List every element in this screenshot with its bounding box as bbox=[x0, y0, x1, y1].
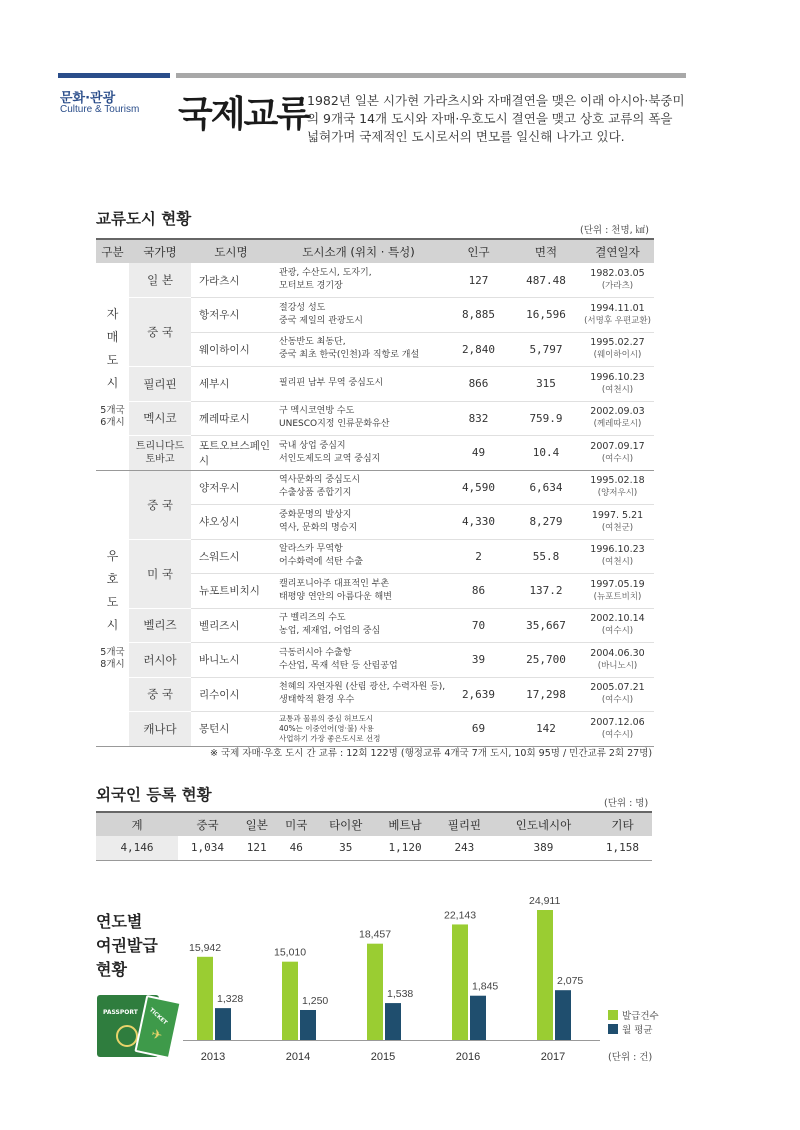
date-note: (뉴포트비치) bbox=[593, 591, 642, 602]
table-cell: 4,146 bbox=[96, 836, 178, 860]
bar-issued bbox=[197, 957, 213, 1040]
date-note: (여천시) bbox=[601, 557, 634, 568]
date-value: 1997. 5.21 bbox=[591, 509, 644, 521]
area-cell: 35,667 bbox=[511, 608, 581, 643]
area-cell: 55.8 bbox=[511, 539, 581, 574]
bar-issued bbox=[537, 910, 553, 1040]
section-label-en: Culture & Tourism bbox=[60, 104, 140, 115]
table-cell: 46 bbox=[277, 836, 317, 860]
desc-line: 어수화력에 석탄 수출 bbox=[279, 557, 363, 568]
exchange-table-title: 교류도시 현황 bbox=[96, 209, 192, 228]
legend-swatch bbox=[608, 1010, 618, 1020]
desc-line: 국내 상업 중심지 bbox=[279, 440, 346, 451]
col-header: 도시명 bbox=[191, 239, 271, 263]
desc-line: 구 벨리즈의 수도 bbox=[279, 613, 346, 624]
col-header: 기타 bbox=[593, 812, 652, 836]
population-cell: 832 bbox=[446, 401, 511, 436]
group-label-char: 시 bbox=[106, 618, 119, 632]
desc-line: 캘리포니아주 대표적인 부촌 bbox=[279, 578, 390, 589]
desc-line: 필리핀 남부 무역 중심도시 bbox=[279, 378, 384, 389]
col-header: 구분 bbox=[96, 239, 129, 263]
nation-cell: 필리핀 bbox=[129, 367, 191, 402]
nation-cell: 벨리즈 bbox=[129, 608, 191, 643]
desc-line: 역사, 문화의 명승지 bbox=[279, 522, 358, 533]
data-label: 1,250 bbox=[302, 994, 329, 1007]
legend-swatch bbox=[608, 1024, 618, 1034]
foreigners-table-title: 외국인 등록 현황 bbox=[96, 785, 212, 804]
data-label: 24,911 bbox=[529, 895, 561, 907]
chart-title-line: 현황 bbox=[96, 960, 127, 979]
desc-line: 수출상품 종합기지 bbox=[279, 488, 352, 499]
foreigners-unit: (단위 : 명) bbox=[604, 798, 649, 809]
date-note: (가라츠) bbox=[601, 281, 634, 291]
group-label-char: 자 bbox=[106, 307, 119, 322]
city-cell: 께레따로시 bbox=[191, 401, 271, 436]
desc-line: 알라스카 무역항 bbox=[279, 544, 343, 555]
group-label-char: 도 bbox=[106, 353, 119, 368]
ticket-label: TICKET bbox=[147, 1007, 168, 1027]
bar-monthly-avg bbox=[470, 996, 486, 1040]
col-header: 미국 bbox=[277, 812, 317, 836]
desc-line: 사업하기 가장 좋은도시로 선정 bbox=[279, 733, 381, 743]
area-cell: 759.9 bbox=[511, 401, 581, 436]
city-cell: 포트오브스페인시 bbox=[191, 436, 271, 471]
date-note: (바니노시) bbox=[597, 660, 638, 671]
airplane-icon: ✈ bbox=[149, 1026, 164, 1044]
bar-monthly-avg bbox=[300, 1010, 316, 1040]
table-cell: 389 bbox=[494, 836, 593, 860]
exchange-note: ※ 국제 자매·우호 도시 간 교류 : 12회 122명 (행정교류 4개국 7개 도시, 10회 95명 / 민간교류 2회 27명) bbox=[210, 748, 653, 759]
bar-issued bbox=[282, 962, 298, 1040]
date-value: 1982.03.05 bbox=[590, 268, 645, 279]
city-cell: 리수이시 bbox=[191, 677, 271, 712]
date-value: 2004.06.30 bbox=[590, 647, 645, 659]
area-cell: 315 bbox=[511, 367, 581, 402]
table-cell: 243 bbox=[435, 836, 494, 860]
col-header: 결연일자 bbox=[581, 239, 654, 263]
nation-cell: 일 본 bbox=[129, 263, 191, 298]
city-cell: 항저우시 bbox=[191, 298, 271, 333]
area-cell: 142 bbox=[511, 712, 581, 747]
legend-label: 발급건수 bbox=[622, 1011, 659, 1022]
desc-line: 생태학적 환경 우수 bbox=[279, 695, 355, 706]
data-label: 18,457 bbox=[359, 928, 392, 941]
group-label-char: 매 bbox=[106, 330, 119, 345]
area-cell: 487.48 bbox=[511, 263, 581, 298]
group-label-char: 호 bbox=[106, 572, 119, 586]
population-cell: 8,885 bbox=[446, 298, 511, 333]
group-count-nations: 5개국 bbox=[100, 405, 125, 417]
col-header: 타이완 bbox=[316, 812, 375, 836]
date-note: (양저우시) bbox=[597, 488, 638, 499]
col-header: 필리핀 bbox=[435, 812, 494, 836]
chart-title-line: 여권발급 bbox=[96, 936, 158, 955]
desc-line: 교통과 물류의 중심 허브도시 bbox=[279, 713, 374, 723]
intro-paragraph: 1982년 일본 시가현 가라츠시와 자매결연을 맺은 이래 아시아·북중미의 9개국 14개 도시와 자매·우호도시 결연을 맺고 상호 교류의 폭을 넓혀가며 국제적인 도시로서의 면모를 일신해 나가고 있다. bbox=[307, 93, 685, 144]
area-cell: 8,279 bbox=[511, 505, 581, 540]
data-label: 1,538 bbox=[387, 988, 414, 1001]
bar-monthly-avg bbox=[385, 1003, 401, 1040]
nation-cell: 중 국 bbox=[129, 677, 191, 712]
data-label: 1,328 bbox=[217, 993, 244, 1006]
population-cell: 86 bbox=[446, 574, 511, 609]
group-label-char: 우 bbox=[106, 549, 119, 563]
date-value: 2002.10.14 bbox=[590, 613, 645, 625]
x-tick-label: 2014 bbox=[285, 1051, 311, 1063]
desc-line: 극동러시아 수출항 bbox=[279, 647, 352, 658]
legend-label: 월 평균 bbox=[622, 1025, 653, 1036]
passport-label: PASSPORT bbox=[103, 1009, 138, 1016]
col-header: 도시소개 (위치 · 특성) bbox=[271, 239, 446, 263]
date-note: (여수시) bbox=[601, 729, 634, 740]
area-cell: 137.2 bbox=[511, 574, 581, 609]
desc-line: 중화문명의 발상지 bbox=[279, 509, 352, 520]
desc-line: 40%는 이중언어(영·불) 사용 bbox=[279, 723, 374, 733]
nation-cell: 중 국 bbox=[129, 298, 191, 367]
col-header: 인구 bbox=[446, 239, 511, 263]
date-note: (께레따로시) bbox=[593, 419, 642, 430]
bar-issued bbox=[452, 924, 468, 1040]
desc-line: 산동반도 최동단, bbox=[279, 337, 346, 348]
desc-line: 태평양 연안의 아름다운 해변 bbox=[279, 591, 392, 602]
desc-line: 중국 제일의 관광도시 bbox=[279, 315, 363, 326]
col-header: 계 bbox=[96, 812, 178, 836]
data-label: 15,010 bbox=[274, 946, 307, 959]
nation-cell: 트리니다드 토바고 bbox=[129, 436, 191, 471]
date-value: 1996.10.23 bbox=[590, 544, 645, 556]
population-cell: 866 bbox=[446, 367, 511, 402]
section-label: 문화·관광 bbox=[60, 91, 116, 106]
area-cell: 5,797 bbox=[511, 332, 581, 367]
date-value: 2005.07.21 bbox=[590, 682, 645, 694]
x-tick-label: 2013 bbox=[200, 1051, 226, 1063]
desc-line: 수산업, 목재 석탄 등 산림공업 bbox=[279, 660, 398, 671]
city-cell: 뉴포트비치시 bbox=[191, 574, 271, 609]
date-note: (서명후 우편교환) bbox=[584, 315, 651, 326]
date-value: 1996.10.23 bbox=[590, 371, 645, 383]
date-note: (여수시) bbox=[601, 626, 634, 637]
city-cell: 샤오싱시 bbox=[191, 505, 271, 540]
table-cell: 1,158 bbox=[593, 836, 652, 860]
col-header: 일본 bbox=[237, 812, 277, 836]
city-cell: 세부시 bbox=[191, 367, 271, 402]
data-label: 15,942 bbox=[189, 941, 222, 954]
date-note: (웨이하이시) bbox=[593, 350, 642, 361]
city-cell: 양저우시 bbox=[191, 470, 271, 505]
city-cell: 몽턴시 bbox=[191, 712, 271, 747]
data-label: 1,845 bbox=[472, 980, 499, 993]
exchange-unit: (단위 : 천명, ㎢) bbox=[580, 225, 649, 236]
area-cell: 17,298 bbox=[511, 677, 581, 712]
city-cell: 웨이하이시 bbox=[191, 332, 271, 367]
desc-line: 농업, 제재업, 어업의 중심 bbox=[279, 626, 381, 637]
nation-cell: 중 국 bbox=[129, 470, 191, 539]
table-cell: 35 bbox=[316, 836, 375, 860]
nation-cell: 러시아 bbox=[129, 643, 191, 678]
table-cell: 121 bbox=[237, 836, 277, 860]
data-label: 22,143 bbox=[444, 909, 477, 922]
date-note: (여수시) bbox=[601, 453, 634, 464]
desc-line: 서인도제도의 교역 중심지 bbox=[279, 453, 381, 464]
population-cell: 49 bbox=[446, 436, 511, 471]
bar-monthly-avg bbox=[215, 1008, 231, 1040]
date-value: 1994.11.01 bbox=[590, 302, 645, 314]
date-value: 1995.02.27 bbox=[590, 337, 645, 349]
area-cell: 25,700 bbox=[511, 643, 581, 678]
desc-line: 중국 최초 한국(인천)과 직항로 개설 bbox=[279, 350, 420, 361]
nation-cell: 멕시코 bbox=[129, 401, 191, 436]
city-cell: 바니노시 bbox=[191, 643, 271, 678]
bar-monthly-avg bbox=[555, 990, 571, 1040]
group-label-char: 시 bbox=[106, 376, 119, 391]
desc-line: 관광, 수산도시, 도자기, bbox=[279, 268, 372, 278]
col-header: 중국 bbox=[178, 812, 237, 836]
desc-line: 절강성 성도 bbox=[279, 302, 326, 313]
city-cell: 가라츠시 bbox=[191, 263, 271, 298]
page-title: 국제교류 bbox=[178, 94, 310, 135]
area-cell: 6,634 bbox=[511, 470, 581, 505]
col-header: 국가명 bbox=[129, 239, 191, 263]
group-count-cities: 6개시 bbox=[100, 417, 125, 429]
chart-unit: (단위 : 건) bbox=[608, 1052, 653, 1063]
table-cell: 1,034 bbox=[178, 836, 237, 860]
group-count-cities: 8개시 bbox=[100, 659, 125, 670]
group-count-nations: 5개국 bbox=[100, 647, 125, 658]
x-tick-label: 2016 bbox=[455, 1051, 481, 1063]
x-tick-label: 2015 bbox=[370, 1051, 396, 1063]
population-cell: 70 bbox=[446, 608, 511, 643]
area-cell: 10.4 bbox=[511, 436, 581, 471]
col-header: 베트남 bbox=[375, 812, 434, 836]
desc-line: 천혜의 자연자원 (산림 광산, 수력자원 등), bbox=[279, 682, 446, 693]
desc-line: UNESCO지정 인류문화유산 bbox=[279, 419, 390, 430]
area-cell: 16,596 bbox=[511, 298, 581, 333]
table-cell: 1,120 bbox=[375, 836, 434, 860]
population-cell: 4,590 bbox=[446, 470, 511, 505]
nation-cell: 미 국 bbox=[129, 539, 191, 608]
city-cell: 벨리즈시 bbox=[191, 608, 271, 643]
date-value: 2007.12.06 bbox=[590, 716, 645, 728]
bar-issued bbox=[367, 944, 383, 1040]
date-note: (여수시) bbox=[601, 695, 634, 706]
nation-cell: 캐나다 bbox=[129, 712, 191, 747]
city-cell: 스워드시 bbox=[191, 539, 271, 574]
group-label-char: 도 bbox=[106, 595, 119, 609]
date-value: 2002.09.03 bbox=[590, 406, 645, 418]
date-value: 1995.02.18 bbox=[590, 475, 645, 487]
population-cell: 2,639 bbox=[446, 677, 511, 712]
population-cell: 2,840 bbox=[446, 332, 511, 367]
desc-line: 모터보트 경기장 bbox=[279, 281, 343, 291]
x-tick-label: 2017 bbox=[540, 1051, 566, 1063]
date-value: 2007.09.17 bbox=[590, 440, 645, 452]
date-note: (여천시) bbox=[601, 384, 634, 395]
date-value: 1997.05.19 bbox=[590, 578, 645, 590]
population-cell: 127 bbox=[446, 263, 511, 298]
desc-line: 구 멕시코연방 수도 bbox=[279, 406, 355, 417]
population-cell: 69 bbox=[446, 712, 511, 747]
desc-line: 역사문화의 중심도시 bbox=[279, 475, 361, 486]
date-note: (여천군) bbox=[601, 522, 634, 533]
population-cell: 4,330 bbox=[446, 505, 511, 540]
col-header: 면적 bbox=[511, 239, 581, 263]
chart-title-line: 연도별 bbox=[96, 912, 143, 931]
population-cell: 39 bbox=[446, 643, 511, 678]
population-cell: 2 bbox=[446, 539, 511, 574]
col-header: 인도네시아 bbox=[494, 812, 593, 836]
data-label: 2,075 bbox=[557, 975, 584, 988]
